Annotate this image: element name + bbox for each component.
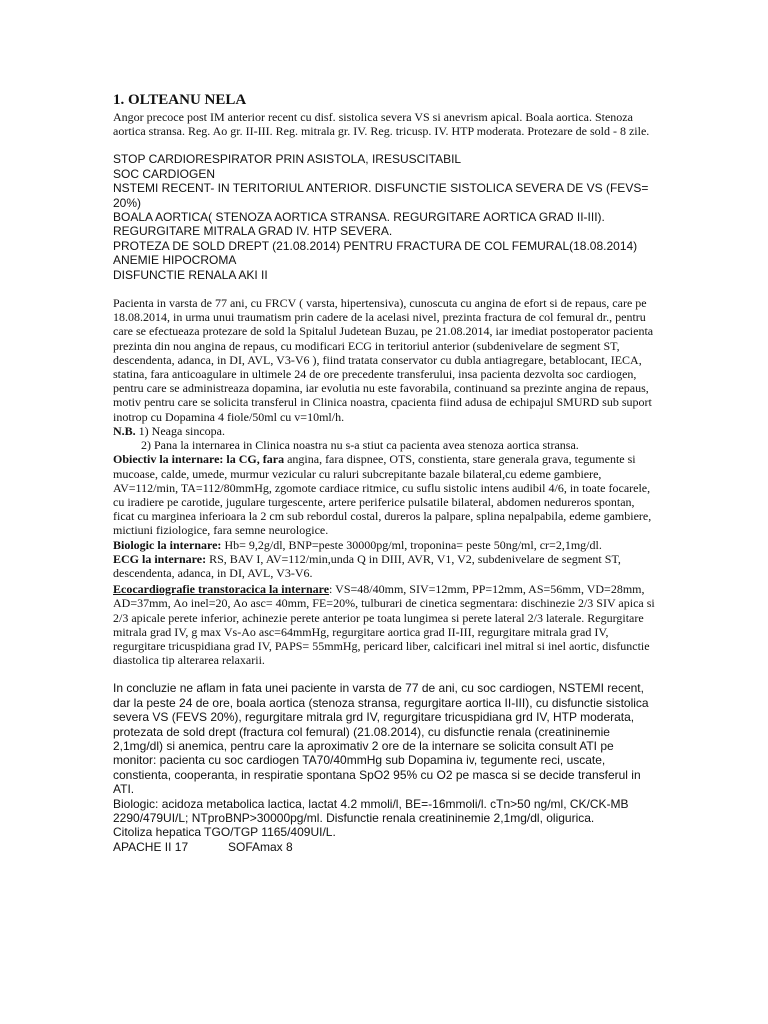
apache-score: APACHE II 17 — [113, 839, 189, 854]
diagnosis-item: BOALA AORTICA( STENOZA AORTICA STRANSA. REGURGITARE AORTICA GRAD II-III). REGURGITARE MITRALA GRAD IV. HTP SEVERA. — [113, 210, 605, 239]
bio-admission-text: Hb= 9,2g/dl, BNP=peste 30000pg/ml, troponina= peste 50ng/ml, cr=2,1mg/dl. — [221, 537, 602, 552]
bio-admission-paragraph — [113, 538, 658, 552]
diagnoses-list — [113, 152, 658, 282]
diagnosis-item: ANEMIE HIPOCROMA — [113, 253, 237, 268]
biologic-ati-paragraph: Biologic: acidoza metabolica lactica, lactat 4.2 mmoli/l, BE=-16mmoli/l. cTn>50 ng/ml, CK/CK-MB 2290/479UI/L; NTproBNP>30000pg/ml. Disfunctie renala creatininemie 2,1mg/dl, oligurica. — [113, 796, 629, 825]
ecg-paragraph — [113, 552, 658, 580]
exam-paragraph — [113, 452, 658, 537]
history-paragraph: Pacienta in varsta de 77 ani, cu FRCV ( varsta, hipertensiva), cunoscuta cu angina de efort si de repaus, care pe 18.08.2014, in urma unui traumatism prin cadere de la acelasi nivel, prezinta fractura de col femural dr., pentru care se efectueaza protezare de sold la Spitalul Judetean Buzau, pe 21.08.2014, iar imediat postoperator pacienta prezinta din nou angina de repaus, cu modificari ECG in teritoriul anterior (subdenivelare de segment ST, descendenta, adanca, in DI, AVL, V3-V6 ), fiind tratata conservator cu dubla antiagregare, betablocant, IECA, statina, fara anticoagulare in ultimele 24 de ore precedente transferului, insa pacienta dezvolta soc cardiogen, pentru care se administreaza dopamina, iar evolutia nu este favorabila, continuand sa prezinte angina de repaus, motiv pentru care se solicita transferul in Clinica noastra, cpacienta fiind adusa de echipajul SMURD sub suport inotrop cu Dopamina 4 fiole/50ml cu v=10ml/h. — [113, 296, 654, 424]
nb-text-1: 1) Neaga sincopa. — [135, 423, 225, 438]
conclusion-paragraph: In concluzie ne aflam in fata unei paciente in varsta de 77 de ani, cu soc cardiogen, NSTEMI recent, dar la peste 24 de ore, boala aortica (stenoza stransa, regurgitare aortica II-III), cu disfunctie sistolica severa VS (FEVS 20%), regurgitare mitrala grd IV, regurgitare tricuspidiana grd IV, HTP moderata, protezata de sold drept (fractura col femural) (21.08.2014), cu disfunctie renala (creatininemie 2,1mg/dl) si anemica, pentru care la aproximativ 2 ore de la internare se solicita consult ATI pe monitor: pacienta cu soc cardiogen TA70/40mmHg sub Dopamina iv, tegumente reci, uscate, constienta, cooperanta, in respiratie spontana SpO2 95% cu O2 pe masca si se decide transferul in ATI. — [113, 681, 649, 797]
patient-summary: Angor precoce post IM anterior recent cu disf. sistolica severa VS si anevrism apical. Boala aortica. Stenoza aortica stransa. Reg. Ao gr. II-III. Reg. mitrala gr. IV. Reg. tricusp. IV. HTP moderata. Protezare de sold - 8 zile. — [113, 110, 650, 139]
document-page — [113, 92, 658, 854]
exam-label: Obiectiv la internare: la CG, fara — [113, 452, 285, 467]
exam-text: angina, fara dispnee, OTS, constienta, stare generala grava, tegumente si mucoase, calde, umede, murmur vezicular cu raluri subcrepitante bazale bilateral,cu edeme gambiere, AV=112/min, TA=112/80mmHg, zgomote cardiace ritmice, cu suflu sistolic intens audibil 4/6, in toate focarele, cu iradiere pe carotide, jugulare turgescente, artere periferice pulsatile bilateral, abdomen nedureros spontan, ficat cu marginea inferioara la 2 cm sub rebordul costal, dureros la palpare, splina nepalpabila, edeme gambiere, mictiuni fiziologice, fara semne neurologice. — [113, 452, 652, 538]
bio-admission-label: Biologic la internare: — [113, 537, 222, 552]
patient-title: 1. OLTEANU NELA — [113, 92, 247, 108]
scores-row — [113, 840, 658, 854]
sofa-score: SOFAmax 8 — [228, 839, 293, 854]
ecg-text: RS, BAV I, AV=112/min,unda Q in DIII, AVR, V1, V2, subdenivelare de segment ST, descendenta, adanca, in DI, AVL, V3-V6. — [113, 551, 621, 580]
nb-item-1 — [113, 424, 658, 438]
ecg-label: ECG la internare: — [113, 551, 207, 566]
diagnosis-item: NSTEMI RECENT- IN TERITORIUL ANTERIOR. DISFUNCTIE SISTOLICA SEVERA DE VS (FEVS= 20%) — [113, 181, 649, 210]
nb-label: N.B. — [113, 423, 136, 438]
diagnosis-item: PROTEZA DE SOLD DREPT (21.08.2014) PENTRU FRACTURA DE COL FEMURAL(18.08.2014) — [113, 238, 638, 253]
diagnosis-item: STOP CARDIORESPIRATOR PRIN ASISTOLA, IRESUSCITABIL — [113, 152, 462, 167]
echo-text: : VS=48/40mm, SIV=12mm, PP=12mm, AS=56mm, VD=28mm, AD=37mm, Ao inel=20, Ao asc= 40mm, FE=20%, tulburari de cinetica segmentara: dischinezie 2/3 SIV apica si 2/3 apicale perete inferior, achinezie perete anterior pe toata lungimea si perete lateral 2/3 laterale. Regurgitare mitrala grad IV, g max Vs-Ao asc=64mmHg, regurgitare aortica grad II-III, regurgitare mitrala grad IV, regurgitare tricuspidiana grad IV, PAPS= 55mmHg, pericard liber, calcificari inel mitral si inel aortic, disfunctie diastolica tip alterarea relaxarii. — [113, 582, 655, 668]
diagnosis-item: DISFUNCTIE RENALA AKI II — [113, 267, 268, 282]
citoliza-paragraph: Citoliza hepatica TGO/TGP 1165/409UI/L. — [113, 825, 336, 840]
diagnosis-item: SOC CARDIOGEN — [113, 166, 216, 181]
nb-item-2: 2) Pana la internarea in Clinica noastra nu s-a stiut ca pacienta avea stenoza aortica stransa. — [141, 438, 579, 453]
echo-paragraph — [113, 582, 658, 667]
echo-label: Ecocardiografie transtoracica la internare — [113, 582, 330, 597]
